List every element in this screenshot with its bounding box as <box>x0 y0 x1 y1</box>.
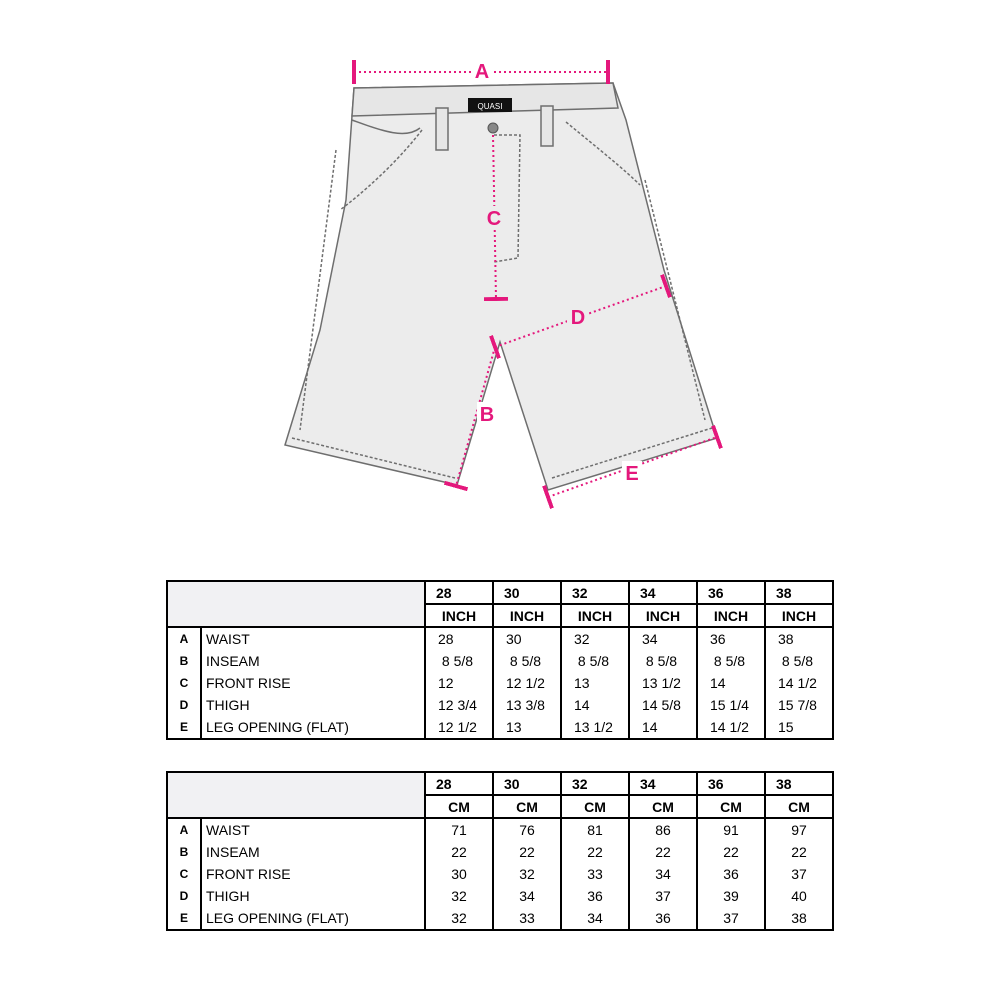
measurement-row <box>167 818 833 841</box>
measure-value: 8 5/8 <box>765 650 833 672</box>
measure-value: 12 <box>425 672 493 694</box>
unit-header: CM <box>561 795 629 818</box>
unit-header: CM <box>765 795 833 818</box>
measure-letter: B <box>167 650 201 672</box>
measure-label-a: A <box>474 61 490 83</box>
measure-label: INSEAM <box>201 841 425 863</box>
measure-value: 13 <box>561 672 629 694</box>
measurement-row <box>167 841 833 863</box>
size-header-row <box>167 772 833 795</box>
inch-table-body <box>167 627 833 739</box>
measure-value: 33 <box>561 863 629 885</box>
unit-header: CM <box>493 795 561 818</box>
measure-value: 33 <box>493 907 561 930</box>
measure-value: 22 <box>425 841 493 863</box>
measure-value: 13 <box>493 716 561 739</box>
measure-value: 39 <box>697 885 765 907</box>
measurement-row <box>167 650 833 672</box>
button-icon <box>488 123 498 133</box>
measure-value: 22 <box>765 841 833 863</box>
header-blank-cell <box>167 581 425 627</box>
measure-letter: A <box>167 627 201 650</box>
measure-label: THIGH <box>201 694 425 716</box>
measurement-row <box>167 672 833 694</box>
measure-label-e: E <box>625 463 639 485</box>
measure-label: INSEAM <box>201 650 425 672</box>
measure-value: 34 <box>493 885 561 907</box>
measure-value: 40 <box>765 885 833 907</box>
measure-letter: E <box>167 716 201 739</box>
measure-value: 38 <box>765 627 833 650</box>
measure-label: WAIST <box>201 818 425 841</box>
measure-value: 14 1/2 <box>697 716 765 739</box>
measure-value: 37 <box>697 907 765 930</box>
size-header: 30 <box>493 581 561 604</box>
measure-value: 13 1/2 <box>561 716 629 739</box>
size-header: 32 <box>561 772 629 795</box>
unit-header: INCH <box>425 604 493 627</box>
measure-value: 86 <box>629 818 697 841</box>
measure-value: 15 1/4 <box>697 694 765 716</box>
measurement-row <box>167 694 833 716</box>
measure-label: FRONT RISE <box>201 863 425 885</box>
measure-value: 91 <box>697 818 765 841</box>
measure-value: 13 1/2 <box>629 672 697 694</box>
measure-value: 32 <box>561 627 629 650</box>
measure-value: 8 5/8 <box>629 650 697 672</box>
measure-value: 22 <box>493 841 561 863</box>
measure-value: 14 <box>561 694 629 716</box>
unit-header: INCH <box>697 604 765 627</box>
measure-value: 14 5/8 <box>629 694 697 716</box>
measure-value: 36 <box>697 627 765 650</box>
measure-letter: C <box>167 672 201 694</box>
size-header: 38 <box>765 581 833 604</box>
unit-header: INCH <box>561 604 629 627</box>
measure-value: 22 <box>561 841 629 863</box>
unit-header: CM <box>425 795 493 818</box>
measure-value: 32 <box>425 907 493 930</box>
size-header: 34 <box>629 772 697 795</box>
measure-letter: E <box>167 907 201 930</box>
measure-value: 81 <box>561 818 629 841</box>
measure-value: 15 <box>765 716 833 739</box>
size-header: 30 <box>493 772 561 795</box>
measure-value: 14 <box>697 672 765 694</box>
measure-value: 14 1/2 <box>765 672 833 694</box>
measure-value: 14 <box>629 716 697 739</box>
measure-value: 36 <box>697 863 765 885</box>
measure-value: 34 <box>629 863 697 885</box>
measurement-row <box>167 627 833 650</box>
measure-value: 13 3/8 <box>493 694 561 716</box>
measurement-row <box>167 716 833 739</box>
measure-label: LEG OPENING (FLAT) <box>201 907 425 930</box>
unit-header: INCH <box>493 604 561 627</box>
measure-letter: D <box>167 694 201 716</box>
measure-value: 15 7/8 <box>765 694 833 716</box>
measure-value: 12 3/4 <box>425 694 493 716</box>
size-header: 36 <box>697 772 765 795</box>
size-header-row <box>167 581 833 604</box>
measurement-row <box>167 907 833 930</box>
measure-value: 30 <box>425 863 493 885</box>
measure-letter: B <box>167 841 201 863</box>
measure-value: 32 <box>493 863 561 885</box>
measure-letter: A <box>167 818 201 841</box>
measure-value: 8 5/8 <box>425 650 493 672</box>
measure-label: THIGH <box>201 885 425 907</box>
measure-letter: C <box>167 863 201 885</box>
measure-value: 22 <box>629 841 697 863</box>
measure-value: 34 <box>629 627 697 650</box>
measure-value: 36 <box>629 907 697 930</box>
measure-letter: D <box>167 885 201 907</box>
size-header: 38 <box>765 772 833 795</box>
unit-header: CM <box>629 795 697 818</box>
size-chart-inch <box>166 580 834 740</box>
measure-value: 28 <box>425 627 493 650</box>
measure-label-c: C <box>486 208 502 230</box>
measurement-row <box>167 885 833 907</box>
measure-value: 12 1/2 <box>425 716 493 739</box>
measure-value: 37 <box>765 863 833 885</box>
measure-value: 30 <box>493 627 561 650</box>
measure-label-b: B <box>479 404 495 426</box>
cm-table-body <box>167 818 833 930</box>
brand-tag <box>468 98 512 112</box>
measure-value: 34 <box>561 907 629 930</box>
unit-header: INCH <box>765 604 833 627</box>
measurement-row <box>167 863 833 885</box>
measure-value: 8 5/8 <box>561 650 629 672</box>
size-chart-cm <box>166 771 834 931</box>
measure-label: LEG OPENING (FLAT) <box>201 716 425 739</box>
brand-tag-text: QUASI <box>477 102 503 111</box>
measure-label-d: D <box>570 307 586 329</box>
measure-value: 36 <box>561 885 629 907</box>
measure-value: 8 5/8 <box>493 650 561 672</box>
measure-label: WAIST <box>201 627 425 650</box>
measure-value: 12 1/2 <box>493 672 561 694</box>
unit-header: CM <box>697 795 765 818</box>
size-header: 36 <box>697 581 765 604</box>
size-header: 28 <box>425 772 493 795</box>
unit-header: INCH <box>629 604 697 627</box>
shorts-outline <box>285 83 717 490</box>
measure-value: 38 <box>765 907 833 930</box>
measure-value: 71 <box>425 818 493 841</box>
measure-value: 22 <box>697 841 765 863</box>
size-header: 34 <box>629 581 697 604</box>
size-header: 32 <box>561 581 629 604</box>
measure-value: 32 <box>425 885 493 907</box>
header-blank-cell <box>167 772 425 818</box>
measure-value: 76 <box>493 818 561 841</box>
measure-value: 8 5/8 <box>697 650 765 672</box>
measure-label: FRONT RISE <box>201 672 425 694</box>
measure-value: 97 <box>765 818 833 841</box>
measure-value: 37 <box>629 885 697 907</box>
size-header: 28 <box>425 581 493 604</box>
